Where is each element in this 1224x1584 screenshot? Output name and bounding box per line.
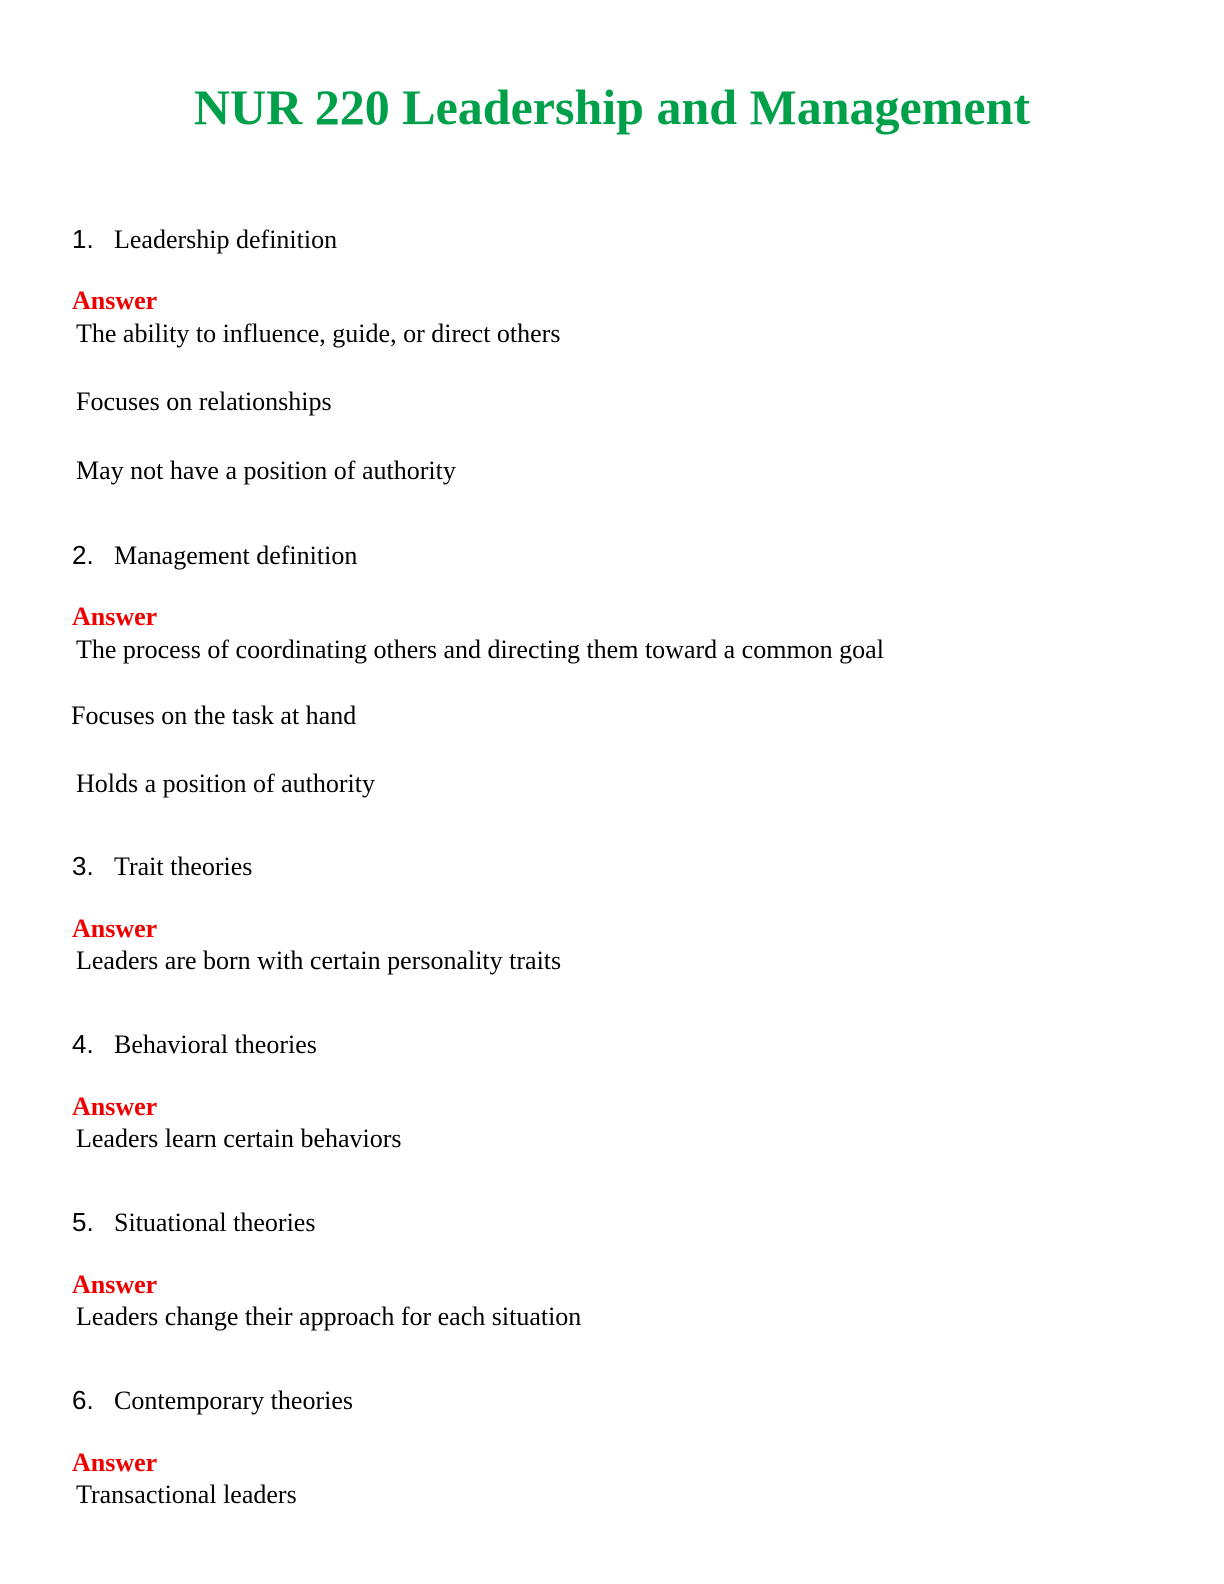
question-label: Contemporary theories: [114, 1386, 353, 1415]
answer-heading: Answer: [72, 1092, 158, 1121]
answer-line: Holds a position of authority: [76, 769, 375, 798]
answer-heading: Answer: [72, 286, 158, 315]
answer-heading: Answer: [72, 602, 158, 631]
answer-heading: Answer: [72, 1448, 158, 1477]
answer-line: Focuses on the task at hand: [71, 701, 357, 730]
question-number: 3.: [72, 851, 94, 881]
question-label: Leadership definition: [114, 225, 338, 254]
answer-heading: Answer: [72, 1270, 158, 1299]
question-label: Trait theories: [114, 852, 253, 881]
page-title: NUR 220 Leadership and Management: [193, 79, 1031, 135]
question-label: Situational theories: [114, 1208, 316, 1237]
question-2: [72, 540, 357, 571]
answer-line: Leaders learn certain behaviors: [76, 1124, 402, 1153]
answer-line: Leaders change their approach for each situation: [76, 1302, 582, 1331]
answer-line: The process of coordinating others and directing them toward a common goal: [76, 635, 884, 664]
question-4: [72, 1029, 317, 1060]
question-5: [72, 1207, 315, 1238]
answer-line: Focuses on relationships: [76, 387, 332, 416]
question-label: Management definition: [114, 541, 358, 570]
question-3: [72, 851, 252, 882]
question-number: 2.: [72, 540, 94, 570]
answer-heading: Answer: [72, 914, 158, 943]
question-6: [72, 1385, 353, 1416]
question-number: 4.: [72, 1029, 94, 1059]
answer-line: Leaders are born with certain personality traits: [76, 946, 562, 975]
question-number: 6.: [72, 1385, 94, 1415]
question-1: [72, 224, 337, 255]
question-number: 5.: [72, 1207, 94, 1237]
answer-line: The ability to influence, guide, or direct others: [76, 319, 561, 348]
question-label: Behavioral theories: [114, 1030, 317, 1059]
answer-line: May not have a position of authority: [76, 456, 456, 485]
answer-line: Transactional leaders: [76, 1480, 297, 1509]
question-number: 1.: [72, 224, 94, 254]
